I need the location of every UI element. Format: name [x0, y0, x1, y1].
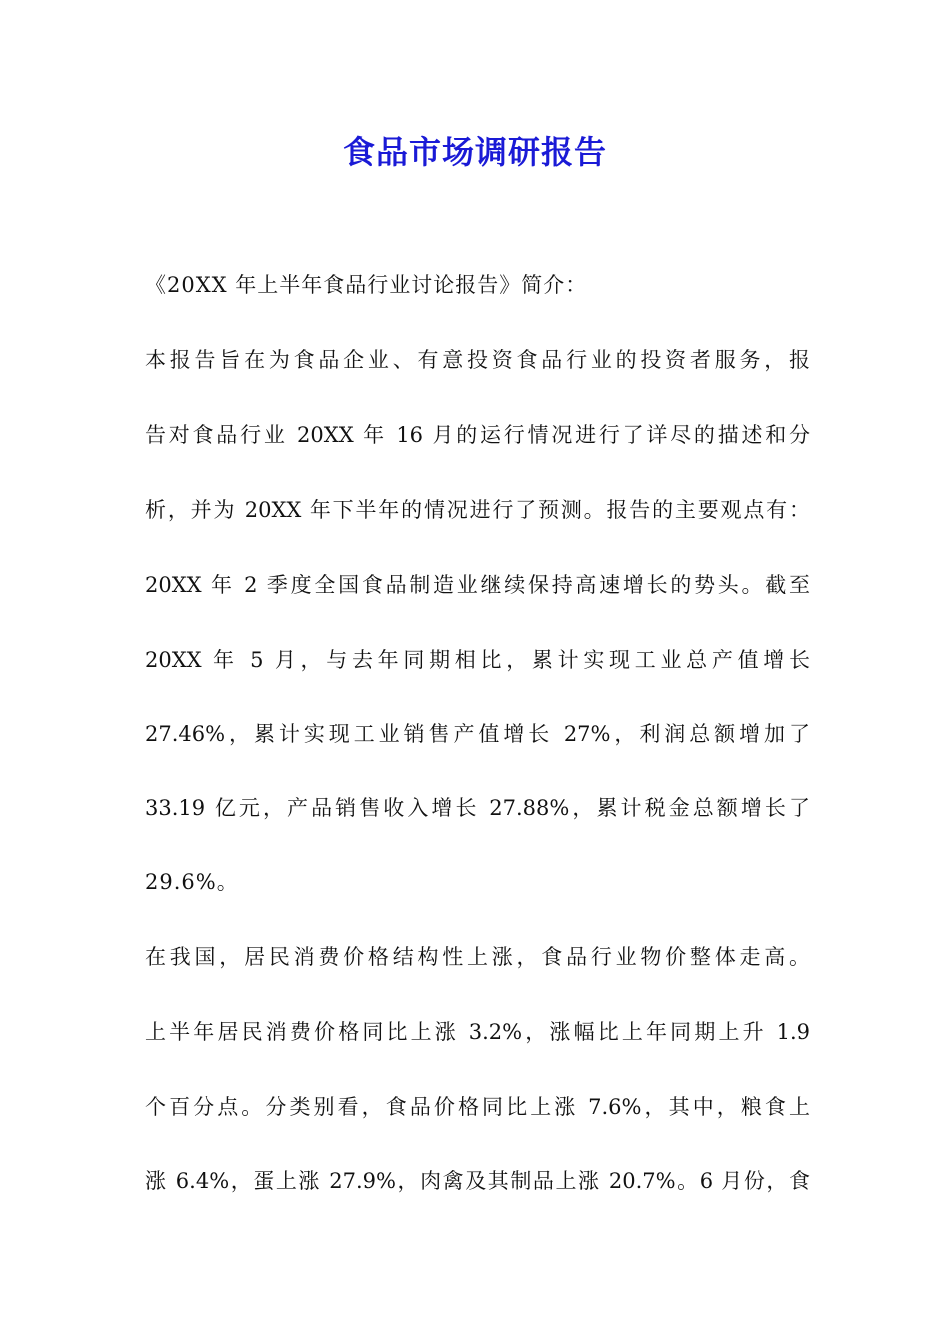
paragraph-line: 个百分点。分类别看，食品价格同比上涨 7.6%，其中，粮食上	[145, 1095, 810, 1119]
paragraph-line: 析，并为 20XX 年下半年的情况进行了预测。报告的主要观点有：	[145, 498, 810, 522]
paragraph-line: 20XX 年 2 季度全国食品制造业继续保持高速增长的势头。截至	[145, 573, 810, 597]
paragraph-line: 《20XX 年上半年食品行业讨论报告》简介：	[145, 273, 588, 297]
paragraph-line: 27.46%，累计实现工业销售产值增长 27%，利润总额增加了	[145, 722, 810, 746]
paragraph-line: 上半年居民消费价格同比上涨 3.2%，涨幅比上年同期上升 1.9	[145, 1020, 810, 1044]
paragraph-line: 29.6%。	[145, 870, 239, 894]
paragraph-line: 33.19 亿元，产品销售收入增长 27.88%，累计税金总额增长了	[145, 796, 810, 820]
paragraph-line: 20XX 年 5 月，与去年同期相比，累计实现工业总产值增长	[145, 648, 810, 672]
paragraph-line: 本报告旨在为食品企业、有意投资食品行业的投资者服务，报	[145, 348, 810, 372]
paragraph-line: 涨 6.4%，蛋上涨 27.9%，肉禽及其制品上涨 20.7%。6 月份，食	[145, 1169, 810, 1193]
paragraph-line: 告对食品行业 20XX 年 16 月的运行情况进行了详尽的描述和分	[145, 423, 810, 447]
document-title: 食品市场调研报告	[342, 133, 607, 171]
paragraph-line: 在我国，居民消费价格结构性上涨，食品行业物价整体走高。	[145, 945, 810, 969]
